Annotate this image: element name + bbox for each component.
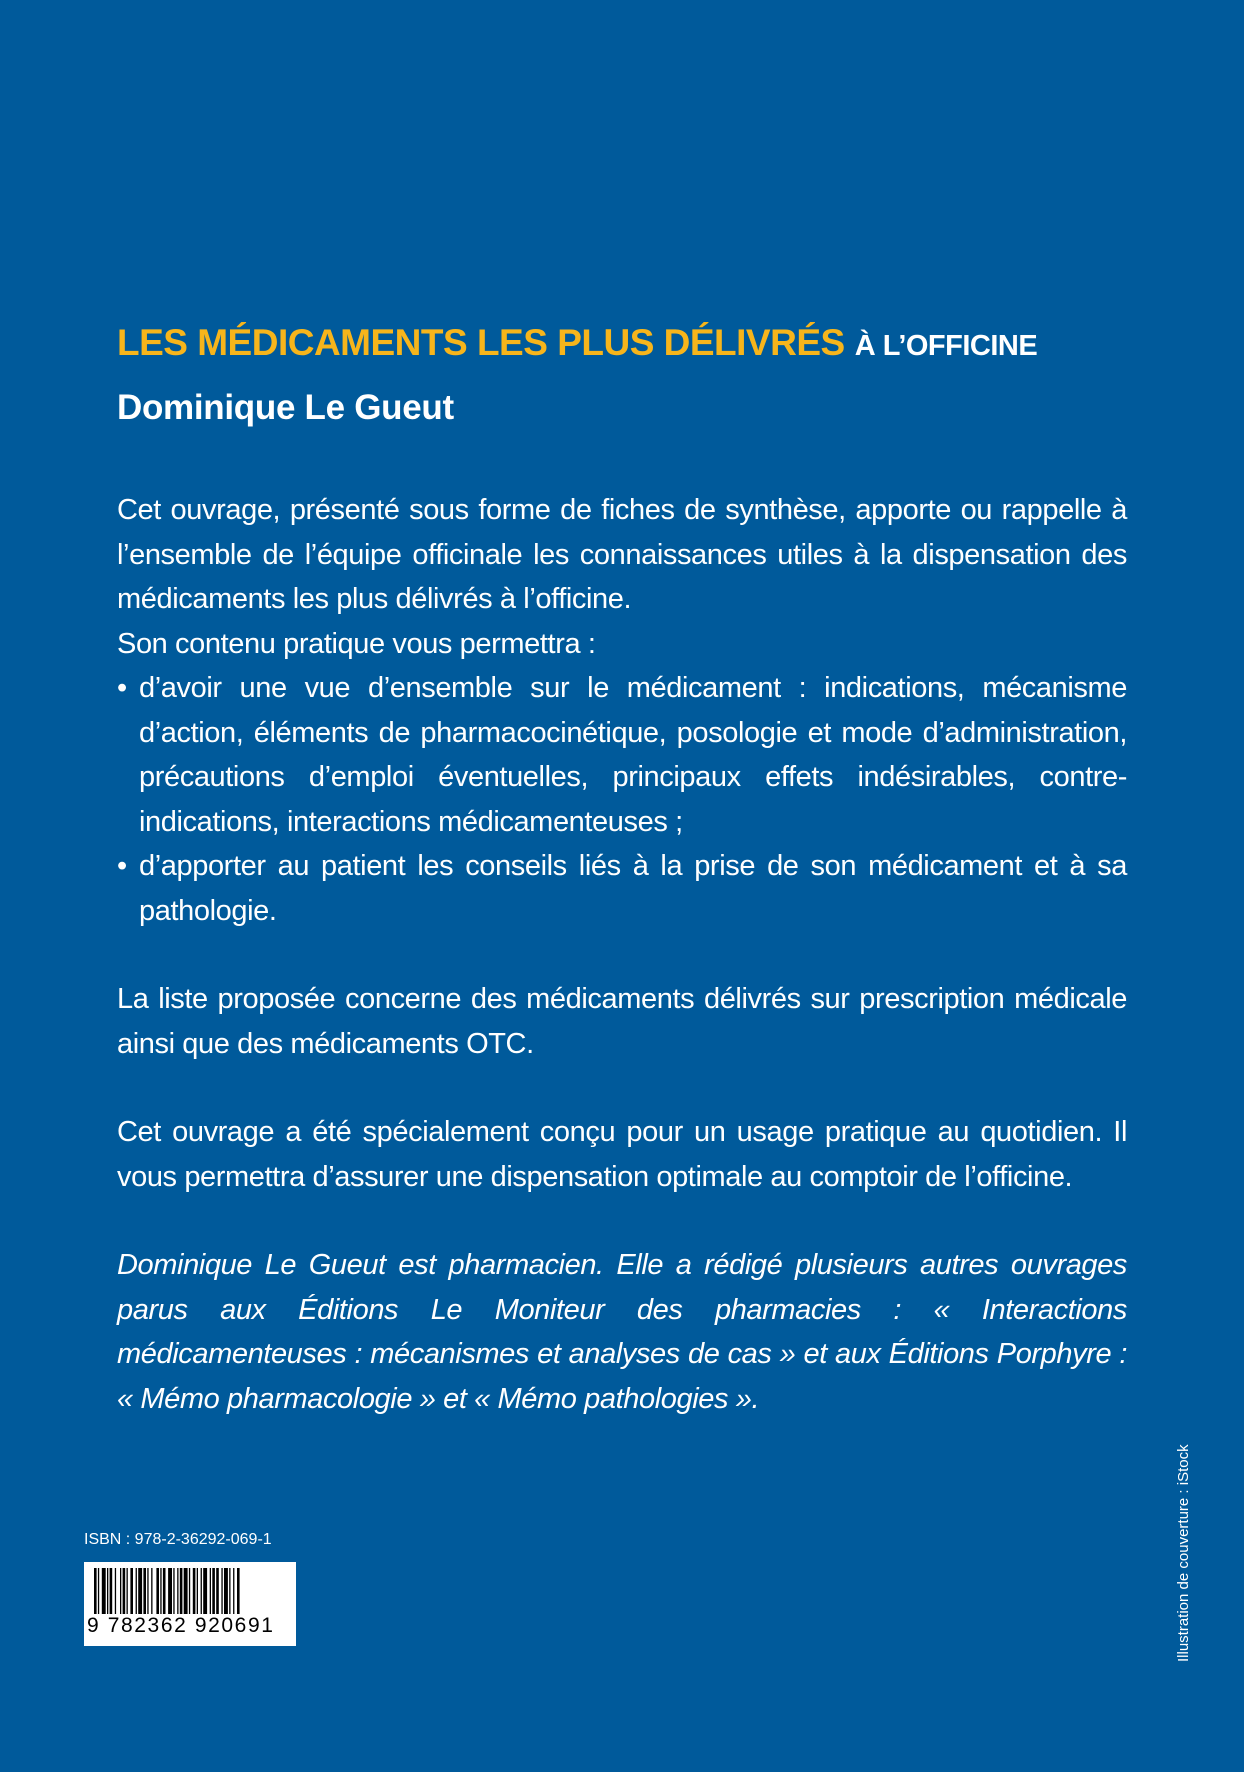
barcode-bar (123, 1568, 126, 1614)
cover-credit: Illustration de couverture : iStock (1175, 1444, 1192, 1662)
barcode-bar (151, 1568, 152, 1614)
barcode-bar (201, 1568, 202, 1614)
barcode-bar (173, 1568, 174, 1614)
barcode-bar (203, 1568, 207, 1614)
barcode-bar (160, 1568, 161, 1614)
bullet-item: • d’avoir une vue d’ensemble sur le médicament : indications, mécanisme d’action, éléments de pharmacocinétique, posologie et mode d’administration, précautions d’emploi éventuelles, principaux effets indésirables, contre-indications, interactions médicamenteuses ; (117, 666, 1127, 844)
book-title-main: LES MÉDICAMENTS LES PLUS DÉLIVRÉS (117, 322, 845, 363)
barcode-bar (120, 1568, 121, 1614)
barcode-bar (94, 1568, 97, 1614)
barcode-bar (102, 1568, 106, 1614)
bullet-list (117, 666, 1127, 933)
barcode-bar (197, 1568, 198, 1614)
practical-paragraph: Cet ouvrage a été spécialement conçu pour un usage pratique au quotidien. Il vous permettra d’assurer une dispensation optimale au comptoir de l’officine. (117, 1116, 1127, 1193)
barcode-bar (98, 1568, 99, 1614)
bullet-item: • d’apporter au patient les conseils liés à la prise de son médicament et à sa pathologie. (117, 844, 1127, 933)
barcode-bar (163, 1568, 166, 1614)
barcode-bar (127, 1568, 128, 1614)
barcode-bar (147, 1568, 148, 1614)
book-title-sub: À L’OFFICINE (854, 330, 1038, 362)
barcode-bar (224, 1568, 228, 1614)
list-note-paragraph: La liste proposée concerne des médicaments délivrés sur prescription médicale ainsi que des médicaments OTC. (117, 983, 1127, 1060)
barcode-bar (110, 1568, 113, 1614)
barcode-bar (237, 1568, 240, 1614)
barcode-bar (177, 1568, 178, 1614)
isbn-label: ISBN : 978-2-36292-069-1 (84, 1531, 272, 1548)
spacer (117, 933, 1127, 977)
barcode-bar (212, 1568, 215, 1614)
author-name: Dominique Le Gueut (117, 388, 454, 427)
author-bio: Dominique Le Gueut est pharmacien. Elle a rédigé plusieurs autres ouvrages parus aux Éditions Le Moniteur des pharmacies : « Interactions médicamenteuses : mécanismes et analyses de cas » et aux Éditions Porphyre : « Mémo pharmacologie » et « Mémo pathologies ». (117, 1249, 1127, 1415)
barcode-bar (210, 1568, 211, 1614)
barcode-bar (193, 1568, 196, 1614)
barcode-bar (143, 1568, 146, 1614)
barcode-bar (168, 1568, 172, 1614)
barcode-bar (115, 1568, 116, 1614)
lead-paragraph: Son contenu pratique vous permettra : (117, 627, 596, 660)
barcode-bar (136, 1568, 137, 1614)
barcode-bar (130, 1568, 133, 1614)
barcode-digits: 9 782362 920691 (87, 1614, 275, 1637)
barcode-bar (138, 1568, 142, 1614)
barcode-bar (189, 1568, 190, 1614)
barcode (84, 1562, 296, 1646)
barcode-bar (180, 1568, 183, 1614)
barcode-bar (221, 1568, 222, 1614)
barcode-bar (233, 1568, 234, 1614)
spacer (117, 1199, 1127, 1243)
intro-paragraph: Cet ouvrage, présenté sous forme de fiches de synthèse, apporte ou rappelle à l’ensemble de l’équipe officinale les connaissances utiles à la dispensation des médicaments les plus délivrés à l’officine. (117, 494, 1127, 615)
barcode-bar (229, 1568, 230, 1614)
barcode-bar (216, 1568, 219, 1614)
barcode-bar (107, 1568, 108, 1614)
spacer (117, 1066, 1127, 1110)
blurb (117, 488, 1127, 1421)
barcode-bar (156, 1568, 159, 1614)
barcode-bars (90, 1568, 290, 1614)
barcode-bar (184, 1568, 188, 1614)
book-title (117, 322, 1037, 364)
